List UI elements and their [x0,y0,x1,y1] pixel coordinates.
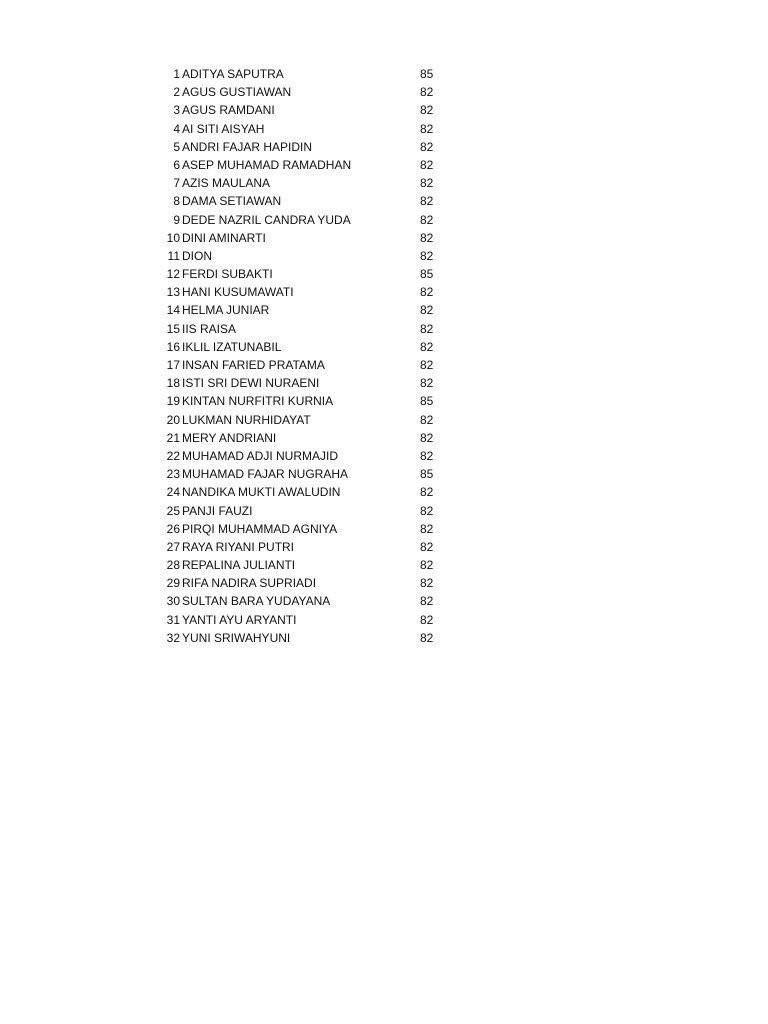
student-score: 82 [420,85,434,100]
student-name: PIRQI MUHAMMAD AGNIYA [182,521,338,536]
student-score: 82 [420,321,434,336]
student-name: IIS RAISA [182,321,237,336]
student-score: 82 [420,448,434,463]
row-number: 1 [173,67,180,81]
student-score: 85 [420,67,434,81]
list-item [160,429,460,447]
list-item [160,101,460,119]
student-score: 85 [420,467,434,482]
row-number: 19 [166,394,180,409]
row-number: 6 [173,157,180,172]
list-item [160,138,460,156]
list-item [160,120,460,138]
student-score: 82 [420,358,434,372]
list-item [160,574,460,592]
row-number: 9 [173,212,180,227]
list-item [160,247,460,265]
row-number: 29 [166,576,180,591]
row-number: 17 [166,358,180,372]
row-number: 26 [166,521,180,536]
list-item [160,611,460,629]
student-name: ASEP MUHAMAD RAMADHAN [182,157,352,172]
list-item [160,211,460,229]
student-score: 82 [420,176,434,191]
row-number: 12 [166,267,180,282]
row-number: 5 [173,139,180,154]
student-name: MERY ANDRIANI [182,430,277,445]
student-name: HELMA JUNIAR [182,303,270,318]
student-score: 82 [420,103,434,118]
student-name: ADITYA SAPUTRA [182,67,284,81]
student-name: INSAN FARIED PRATAMA [182,358,325,372]
row-number: 4 [173,121,180,136]
student-name: RIFA NADIRA SUPRIADI [182,576,317,591]
list-item [160,301,460,319]
list-item [160,411,460,429]
row-number: 7 [173,176,180,191]
student-score: 82 [420,612,434,627]
student-score: 82 [420,212,434,227]
list-item [160,629,460,647]
list-item [160,192,460,210]
student-name: AGUS GUSTIAWAN [182,85,292,100]
row-number: 3 [173,103,180,118]
student-score: 82 [420,139,434,154]
row-number: 22 [166,448,180,463]
row-number: 15 [166,321,180,336]
student-name: YUNI SRIWAHYUNI [182,630,291,645]
list-item [160,65,460,83]
student-score: 82 [420,376,434,391]
student-score: 82 [420,339,434,354]
row-number: 24 [166,485,180,500]
student-score: 85 [420,267,434,282]
student-score: 82 [420,157,434,172]
student-score: 82 [420,558,434,573]
student-name: AGUS RAMDANI [182,103,275,118]
student-score: 82 [420,230,434,245]
student-score: 82 [420,285,434,300]
student-name: MUHAMAD ADJI NURMAJID [182,448,339,463]
list-item [160,283,460,301]
row-number: 25 [166,503,180,518]
student-score: 82 [420,503,434,518]
row-number: 13 [166,285,180,300]
student-name: HANI KUSUMAWATI [182,285,294,300]
student-score: 82 [420,594,434,609]
list-item [160,520,460,538]
list-item [160,229,460,247]
student-score: 82 [420,248,434,263]
student-name: MUHAMAD FAJAR NUGRAHA [182,467,349,482]
student-score: 82 [420,194,434,209]
student-name: REPALINA JULIANTI [182,558,296,573]
list-item [160,465,460,483]
list-item [160,374,460,392]
row-number: 2 [173,85,180,100]
list-item [160,265,460,283]
list-item [160,156,460,174]
student-score: 85 [420,394,434,409]
row-number: 10 [166,230,180,245]
student-name: LUKMAN NURHIDAYAT [182,412,311,427]
row-number: 31 [166,612,180,627]
list-item [160,338,460,356]
list-item [160,174,460,192]
student-name: DION [182,248,212,263]
student-name: ANDRI FAJAR HAPIDIN [182,139,313,154]
student-name: DEDE NAZRIL CANDRA YUDA [182,212,351,227]
student-name: AZIS MAULANA [182,176,271,191]
row-number: 27 [166,539,180,554]
row-number: 11 [167,248,180,263]
student-name: KINTAN NURFITRI KURNIA [182,394,334,409]
student-name: IKLIL IZATUNABIL [182,339,282,354]
student-score: 82 [420,521,434,536]
student-score-list [160,65,460,647]
student-score: 82 [420,303,434,318]
list-item [160,483,460,501]
student-name: DINI AMINARTI [182,230,266,245]
student-score: 82 [420,576,434,591]
list-item [160,392,460,410]
student-name: DAMA SETIAWAN [182,194,282,209]
list-item [160,320,460,338]
row-number: 21 [166,430,180,445]
list-item [160,538,460,556]
list-item [160,356,460,374]
student-name: FERDI SUBAKTI [182,267,273,282]
student-name: RAYA RIYANI PUTRI [182,539,295,554]
row-number: 20 [166,412,180,427]
student-score: 82 [420,430,434,445]
student-name: YANTI AYU ARYANTI [182,612,297,627]
student-name: SULTAN BARA YUDAYANA [182,594,331,609]
row-number: 32 [166,630,180,645]
row-number: 28 [166,558,180,573]
row-number: 18 [166,376,180,391]
list-item [160,592,460,610]
student-score: 82 [420,121,434,136]
student-score: 82 [420,485,434,500]
student-name: AI SITI AISYAH [182,121,265,136]
student-score: 82 [420,412,434,427]
row-number: 30 [166,594,180,609]
student-name: ISTI SRI DEWI NURAENI [182,376,320,391]
list-item [160,556,460,574]
row-number: 14 [166,303,180,318]
list-item [160,83,460,101]
student-score: 82 [420,630,434,645]
list-item [160,502,460,520]
row-number: 16 [166,339,180,354]
row-number: 8 [173,194,180,209]
student-score: 82 [420,539,434,554]
row-number: 23 [166,467,180,482]
student-name: NANDIKA MUKTI AWALUDIN [182,485,341,500]
student-name: PANJI FAUZI [182,503,253,518]
list-item [160,447,460,465]
